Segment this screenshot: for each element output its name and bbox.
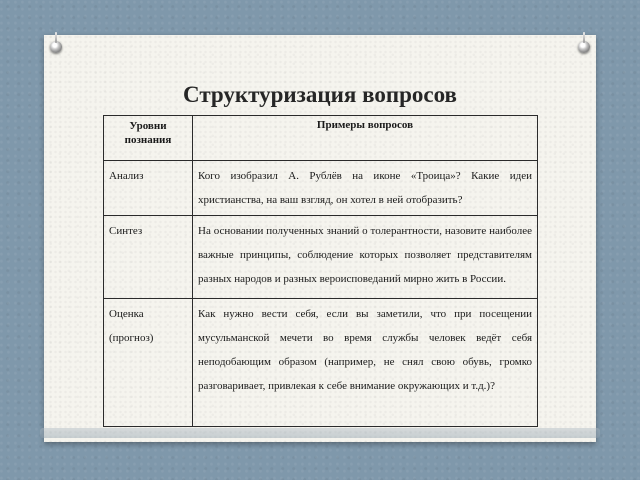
level-cell: Анализ <box>104 161 193 216</box>
table-row <box>104 161 538 216</box>
slide-shelf <box>40 428 600 438</box>
slide-title: Структуризация вопросов <box>183 82 457 107</box>
header-examples: Примеры вопросов <box>193 116 538 161</box>
questions-table <box>103 115 538 427</box>
pushpin-icon <box>578 41 590 53</box>
level-cell: Синтез <box>104 216 193 299</box>
table-row <box>104 299 538 427</box>
question-cell: Кого изобразил А. Рублёв на иконе «Троица»? Какие идеи христианства, на ваш взгляд, он хотел в ней отобразить? <box>193 161 538 216</box>
level-cell: Оценка (прогноз) <box>104 299 193 427</box>
header-levels: Уровни познания <box>104 116 193 161</box>
question-cell: Как нужно вести себя, если вы заметили, что при посещении мусульманской мечети во время службы человек ведёт себя неподобающим образом (например, не снял свою обувь, громко разговаривает, привлекая к себе внимание окружающих и т.д.)? <box>193 299 538 427</box>
table-header-row <box>104 116 538 161</box>
question-cell: На основании полученных знаний о толерантности, назовите наиболее важные принципы, соблюдение которых позволяет представителям разных народов и разных вероисповеданий мирно жить в России. <box>193 216 538 299</box>
table-row <box>104 216 538 299</box>
pushpin-icon <box>50 41 62 53</box>
